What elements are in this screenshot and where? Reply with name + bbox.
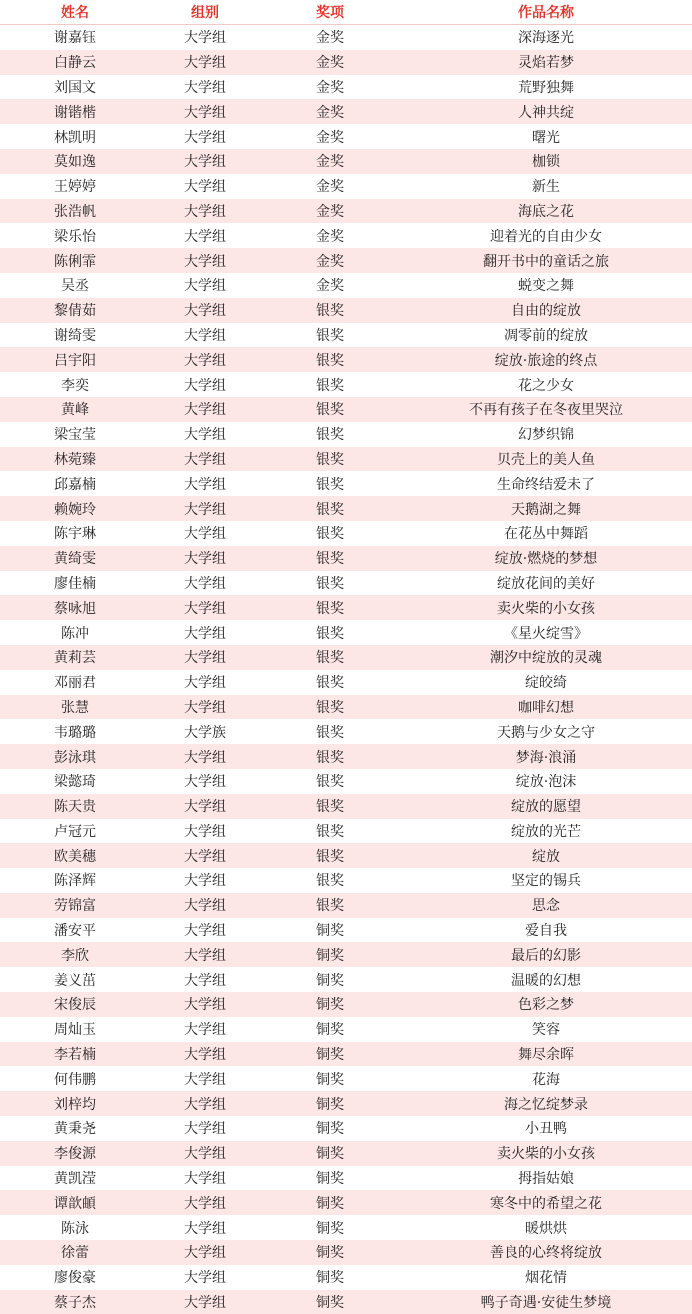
cell-group: 大学组 (150, 868, 260, 893)
cell-group: 大学组 (150, 967, 260, 992)
cell-name: 陈天贵 (0, 794, 150, 819)
cell-work-title: 不再有孩子在冬夜里哭泣 (400, 397, 692, 422)
cell-group: 大学组 (150, 124, 260, 149)
cell-group: 大学组 (150, 174, 260, 199)
cell-name: 邓丽君 (0, 670, 150, 695)
table-header (0, 0, 692, 25)
cell-group: 大学组 (150, 223, 260, 248)
cell-work-title: 自由的绽放 (400, 298, 692, 323)
table-row (0, 571, 692, 596)
table-row (0, 347, 692, 372)
cell-award: 银奖 (260, 645, 400, 670)
cell-group: 大学组 (150, 744, 260, 769)
header-work-title: 作品名称 (400, 0, 692, 25)
table-body (0, 25, 692, 1314)
cell-work-title: 花海 (400, 1066, 692, 1091)
cell-name: 刘梓均 (0, 1091, 150, 1116)
table-row (0, 1017, 692, 1042)
cell-award: 银奖 (260, 719, 400, 744)
cell-work-title: 绽放·燃烧的梦想 (400, 546, 692, 571)
cell-award: 铜奖 (260, 1190, 400, 1215)
table-row (0, 248, 692, 273)
cell-work-title: 海底之花 (400, 199, 692, 224)
cell-award: 银奖 (260, 695, 400, 720)
cell-name: 李俊源 (0, 1141, 150, 1166)
header-row (0, 0, 692, 25)
cell-award: 金奖 (260, 199, 400, 224)
cell-award: 银奖 (260, 298, 400, 323)
cell-group: 大学组 (150, 1091, 260, 1116)
cell-group: 大学组 (150, 422, 260, 447)
table-row (0, 546, 692, 571)
cell-group: 大学组 (150, 372, 260, 397)
table-row (0, 918, 692, 943)
cell-award: 银奖 (260, 372, 400, 397)
cell-name: 张浩帆 (0, 199, 150, 224)
cell-award: 铜奖 (260, 1116, 400, 1141)
cell-group: 大学组 (150, 99, 260, 124)
cell-name: 宋俊辰 (0, 992, 150, 1017)
table-row (0, 744, 692, 769)
cell-name: 黄峰 (0, 397, 150, 422)
cell-name: 何伟鹏 (0, 1066, 150, 1091)
cell-group: 大学组 (150, 645, 260, 670)
cell-group: 大学组 (150, 199, 260, 224)
cell-work-title: 咖啡幻想 (400, 695, 692, 720)
cell-work-title: 卖火柴的小女孩 (400, 1141, 692, 1166)
cell-name: 邱嘉楠 (0, 471, 150, 496)
cell-work-title: 寒冬中的希望之花 (400, 1190, 692, 1215)
cell-work-title: 曙光 (400, 124, 692, 149)
cell-work-title: 迎着光的自由少女 (400, 223, 692, 248)
cell-name: 陈泳 (0, 1215, 150, 1240)
cell-work-title: 绽放·泡沫 (400, 769, 692, 794)
cell-name: 林凯明 (0, 124, 150, 149)
cell-award: 银奖 (260, 868, 400, 893)
cell-award: 铜奖 (260, 1091, 400, 1116)
cell-work-title: 思念 (400, 893, 692, 918)
cell-name: 陈宇琳 (0, 521, 150, 546)
table-row (0, 323, 692, 348)
cell-work-title: 绽放·旅途的终点 (400, 347, 692, 372)
cell-work-title: 笑容 (400, 1017, 692, 1042)
cell-group: 大学组 (150, 1166, 260, 1191)
cell-award: 铜奖 (260, 1290, 400, 1314)
cell-work-title: 暖烘烘 (400, 1215, 692, 1240)
table-row (0, 397, 692, 422)
cell-group: 大学族 (150, 719, 260, 744)
cell-award: 银奖 (260, 347, 400, 372)
cell-group: 大学组 (150, 471, 260, 496)
cell-award: 银奖 (260, 819, 400, 844)
cell-group: 大学组 (150, 546, 260, 571)
cell-award: 银奖 (260, 397, 400, 422)
table-row (0, 298, 692, 323)
cell-group: 大学组 (150, 347, 260, 372)
cell-group: 大学组 (150, 1017, 260, 1042)
cell-award: 金奖 (260, 75, 400, 100)
cell-name: 黎倩茹 (0, 298, 150, 323)
cell-work-title: 绽放 (400, 843, 692, 868)
cell-name: 梁乐怡 (0, 223, 150, 248)
table-row (0, 50, 692, 75)
cell-group: 大学组 (150, 794, 260, 819)
cell-award: 金奖 (260, 124, 400, 149)
cell-group: 大学组 (150, 1116, 260, 1141)
cell-group: 大学组 (150, 323, 260, 348)
cell-group: 大学组 (150, 1290, 260, 1314)
cell-group: 大学组 (150, 298, 260, 323)
cell-work-title: 翻开书中的童话之旅 (400, 248, 692, 273)
cell-group: 大学组 (150, 521, 260, 546)
cell-work-title: 深海逐光 (400, 25, 692, 50)
cell-name: 谢绮雯 (0, 323, 150, 348)
cell-name: 张慧 (0, 695, 150, 720)
cell-group: 大学组 (150, 992, 260, 1017)
cell-work-title: 色彩之梦 (400, 992, 692, 1017)
cell-group: 大学组 (150, 1265, 260, 1290)
cell-work-title: 绽皎绮 (400, 670, 692, 695)
cell-award: 铜奖 (260, 1240, 400, 1265)
cell-group: 大学组 (150, 1141, 260, 1166)
cell-name: 廖佳楠 (0, 571, 150, 596)
table-row (0, 620, 692, 645)
table-row (0, 670, 692, 695)
table-row (0, 1290, 692, 1314)
cell-group: 大学组 (150, 397, 260, 422)
table-row (0, 769, 692, 794)
cell-group: 大学组 (150, 1215, 260, 1240)
cell-award: 铜奖 (260, 1265, 400, 1290)
table-row (0, 1215, 692, 1240)
cell-award: 银奖 (260, 471, 400, 496)
table-row (0, 521, 692, 546)
cell-award: 金奖 (260, 25, 400, 50)
table-row (0, 149, 692, 174)
cell-group: 大学组 (150, 1190, 260, 1215)
cell-group: 大学组 (150, 1042, 260, 1067)
cell-name: 赖婉玲 (0, 496, 150, 521)
cell-name: 潘安平 (0, 918, 150, 943)
cell-award: 银奖 (260, 744, 400, 769)
table-row (0, 942, 692, 967)
table-row (0, 992, 692, 1017)
table-row (0, 1042, 692, 1067)
cell-work-title: 枷锁 (400, 149, 692, 174)
cell-group: 大学组 (150, 50, 260, 75)
cell-group: 大学组 (150, 248, 260, 273)
table-row (0, 99, 692, 124)
cell-group: 大学组 (150, 670, 260, 695)
cell-work-title: 拇指姑娘 (400, 1166, 692, 1191)
cell-work-title: 小丑鸭 (400, 1116, 692, 1141)
table-row (0, 447, 692, 472)
table-row (0, 794, 692, 819)
table-row (0, 75, 692, 100)
table-row (0, 1190, 692, 1215)
cell-award: 铜奖 (260, 1141, 400, 1166)
cell-name: 李欣 (0, 942, 150, 967)
cell-work-title: 天鹅与少女之守 (400, 719, 692, 744)
cell-work-title: 凋零前的绽放 (400, 323, 692, 348)
table-row (0, 1091, 692, 1116)
cell-name: 欧美穗 (0, 843, 150, 868)
cell-name: 彭泳琪 (0, 744, 150, 769)
cell-name: 徐蕾 (0, 1240, 150, 1265)
table-row (0, 1166, 692, 1191)
cell-work-title: 坚定的锡兵 (400, 868, 692, 893)
cell-work-title: 梦海·浪涌 (400, 744, 692, 769)
cell-work-title: 贝壳上的美人鱼 (400, 447, 692, 472)
cell-award: 银奖 (260, 595, 400, 620)
cell-award: 金奖 (260, 50, 400, 75)
cell-award: 银奖 (260, 546, 400, 571)
cell-work-title: 灵焰若梦 (400, 50, 692, 75)
cell-group: 大学组 (150, 75, 260, 100)
cell-award: 金奖 (260, 273, 400, 298)
table-row (0, 695, 692, 720)
cell-work-title: 绽放的光芒 (400, 819, 692, 844)
cell-name: 莫如逸 (0, 149, 150, 174)
table-row (0, 471, 692, 496)
cell-name: 梁懿琦 (0, 769, 150, 794)
cell-name: 白静云 (0, 50, 150, 75)
cell-work-title: 最后的幻影 (400, 942, 692, 967)
cell-work-title: 生命终结爱未了 (400, 471, 692, 496)
cell-group: 大学组 (150, 843, 260, 868)
table-row (0, 1141, 692, 1166)
cell-name: 陈俐霏 (0, 248, 150, 273)
cell-name: 梁宝莹 (0, 422, 150, 447)
cell-name: 吕宇阳 (0, 347, 150, 372)
cell-group: 大学组 (150, 695, 260, 720)
cell-work-title: 爱自我 (400, 918, 692, 943)
table-row (0, 223, 692, 248)
cell-name: 卢冠元 (0, 819, 150, 844)
table-row (0, 819, 692, 844)
cell-award: 铜奖 (260, 1066, 400, 1091)
cell-award: 金奖 (260, 223, 400, 248)
cell-award: 银奖 (260, 794, 400, 819)
cell-name: 周灿玉 (0, 1017, 150, 1042)
cell-group: 大学组 (150, 1240, 260, 1265)
cell-work-title: 花之少女 (400, 372, 692, 397)
cell-name: 黄凯滢 (0, 1166, 150, 1191)
cell-name: 姜义茁 (0, 967, 150, 992)
header-group: 组别 (150, 0, 260, 25)
cell-award: 铜奖 (260, 1042, 400, 1067)
table-row (0, 843, 692, 868)
table-row (0, 25, 692, 50)
cell-award: 铜奖 (260, 1215, 400, 1240)
cell-award: 银奖 (260, 323, 400, 348)
cell-group: 大学组 (150, 447, 260, 472)
cell-name: 蔡咏旭 (0, 595, 150, 620)
table-row (0, 893, 692, 918)
cell-name: 黄秉尧 (0, 1116, 150, 1141)
cell-work-title: 烟花情 (400, 1265, 692, 1290)
cell-group: 大学组 (150, 620, 260, 645)
cell-name: 黄绮雯 (0, 546, 150, 571)
cell-award: 银奖 (260, 447, 400, 472)
cell-name: 王婷婷 (0, 174, 150, 199)
cell-work-title: 新生 (400, 174, 692, 199)
table-row (0, 372, 692, 397)
cell-award: 铜奖 (260, 992, 400, 1017)
cell-group: 大学组 (150, 1066, 260, 1091)
table-row (0, 496, 692, 521)
cell-award: 银奖 (260, 496, 400, 521)
cell-work-title: 在花丛中舞蹈 (400, 521, 692, 546)
cell-work-title: 《星火绽雪》 (400, 620, 692, 645)
cell-work-title: 海之忆绽梦录 (400, 1091, 692, 1116)
cell-award: 铜奖 (260, 918, 400, 943)
cell-work-title: 潮汐中绽放的灵魂 (400, 645, 692, 670)
cell-name: 林菀臻 (0, 447, 150, 472)
cell-name: 谢嘉钰 (0, 25, 150, 50)
cell-group: 大学组 (150, 571, 260, 596)
cell-group: 大学组 (150, 942, 260, 967)
cell-award: 银奖 (260, 571, 400, 596)
cell-work-title: 人神共绽 (400, 99, 692, 124)
table-row (0, 868, 692, 893)
cell-award: 银奖 (260, 620, 400, 645)
cell-group: 大学组 (150, 595, 260, 620)
table-row (0, 174, 692, 199)
cell-award: 铜奖 (260, 967, 400, 992)
cell-name: 李若楠 (0, 1042, 150, 1067)
table-row (0, 595, 692, 620)
cell-work-title: 荒野独舞 (400, 75, 692, 100)
cell-award: 铜奖 (260, 1166, 400, 1191)
cell-name: 谢锴楷 (0, 99, 150, 124)
table-row (0, 1240, 692, 1265)
cell-award: 银奖 (260, 670, 400, 695)
cell-name: 蔡子杰 (0, 1290, 150, 1314)
cell-group: 大学组 (150, 149, 260, 174)
cell-award: 银奖 (260, 521, 400, 546)
cell-award: 银奖 (260, 843, 400, 868)
table-row (0, 967, 692, 992)
cell-group: 大学组 (150, 769, 260, 794)
header-name: 姓名 (0, 0, 150, 25)
cell-name: 黄莉芸 (0, 645, 150, 670)
table-row (0, 422, 692, 447)
cell-work-title: 舞尽余晖 (400, 1042, 692, 1067)
table-row (0, 1116, 692, 1141)
table-row (0, 273, 692, 298)
cell-work-title: 绽放花间的美好 (400, 571, 692, 596)
table-row (0, 645, 692, 670)
cell-work-title: 温暖的幻想 (400, 967, 692, 992)
cell-group: 大学组 (150, 918, 260, 943)
cell-name: 劳锦富 (0, 893, 150, 918)
cell-award: 银奖 (260, 769, 400, 794)
cell-name: 吴丞 (0, 273, 150, 298)
cell-award: 铜奖 (260, 942, 400, 967)
cell-work-title: 绽放的愿望 (400, 794, 692, 819)
cell-award: 银奖 (260, 893, 400, 918)
cell-award: 金奖 (260, 149, 400, 174)
cell-name: 廖俊豪 (0, 1265, 150, 1290)
cell-name: 谭歆頔 (0, 1190, 150, 1215)
cell-award: 金奖 (260, 99, 400, 124)
cell-group: 大学组 (150, 273, 260, 298)
table-row (0, 1066, 692, 1091)
header-award: 奖项 (260, 0, 400, 25)
cell-award: 金奖 (260, 174, 400, 199)
table-row (0, 124, 692, 149)
cell-work-title: 鸭子奇遇·安徒生梦境 (400, 1290, 692, 1314)
cell-name: 陈泽辉 (0, 868, 150, 893)
cell-work-title: 幻梦织锦 (400, 422, 692, 447)
cell-award: 银奖 (260, 422, 400, 447)
cell-name: 李奕 (0, 372, 150, 397)
table-row (0, 199, 692, 224)
cell-award: 金奖 (260, 248, 400, 273)
cell-group: 大学组 (150, 496, 260, 521)
cell-name: 陈冲 (0, 620, 150, 645)
cell-work-title: 卖火柴的小女孩 (400, 595, 692, 620)
cell-name: 韦璐璐 (0, 719, 150, 744)
cell-group: 大学组 (150, 893, 260, 918)
cell-name: 刘国文 (0, 75, 150, 100)
table-row (0, 1265, 692, 1290)
cell-award: 铜奖 (260, 1017, 400, 1042)
cell-work-title: 善良的心终将绽放 (400, 1240, 692, 1265)
cell-group: 大学组 (150, 25, 260, 50)
cell-group: 大学组 (150, 819, 260, 844)
table-row (0, 719, 692, 744)
cell-work-title: 天鹅湖之舞 (400, 496, 692, 521)
cell-work-title: 蜕变之舞 (400, 273, 692, 298)
